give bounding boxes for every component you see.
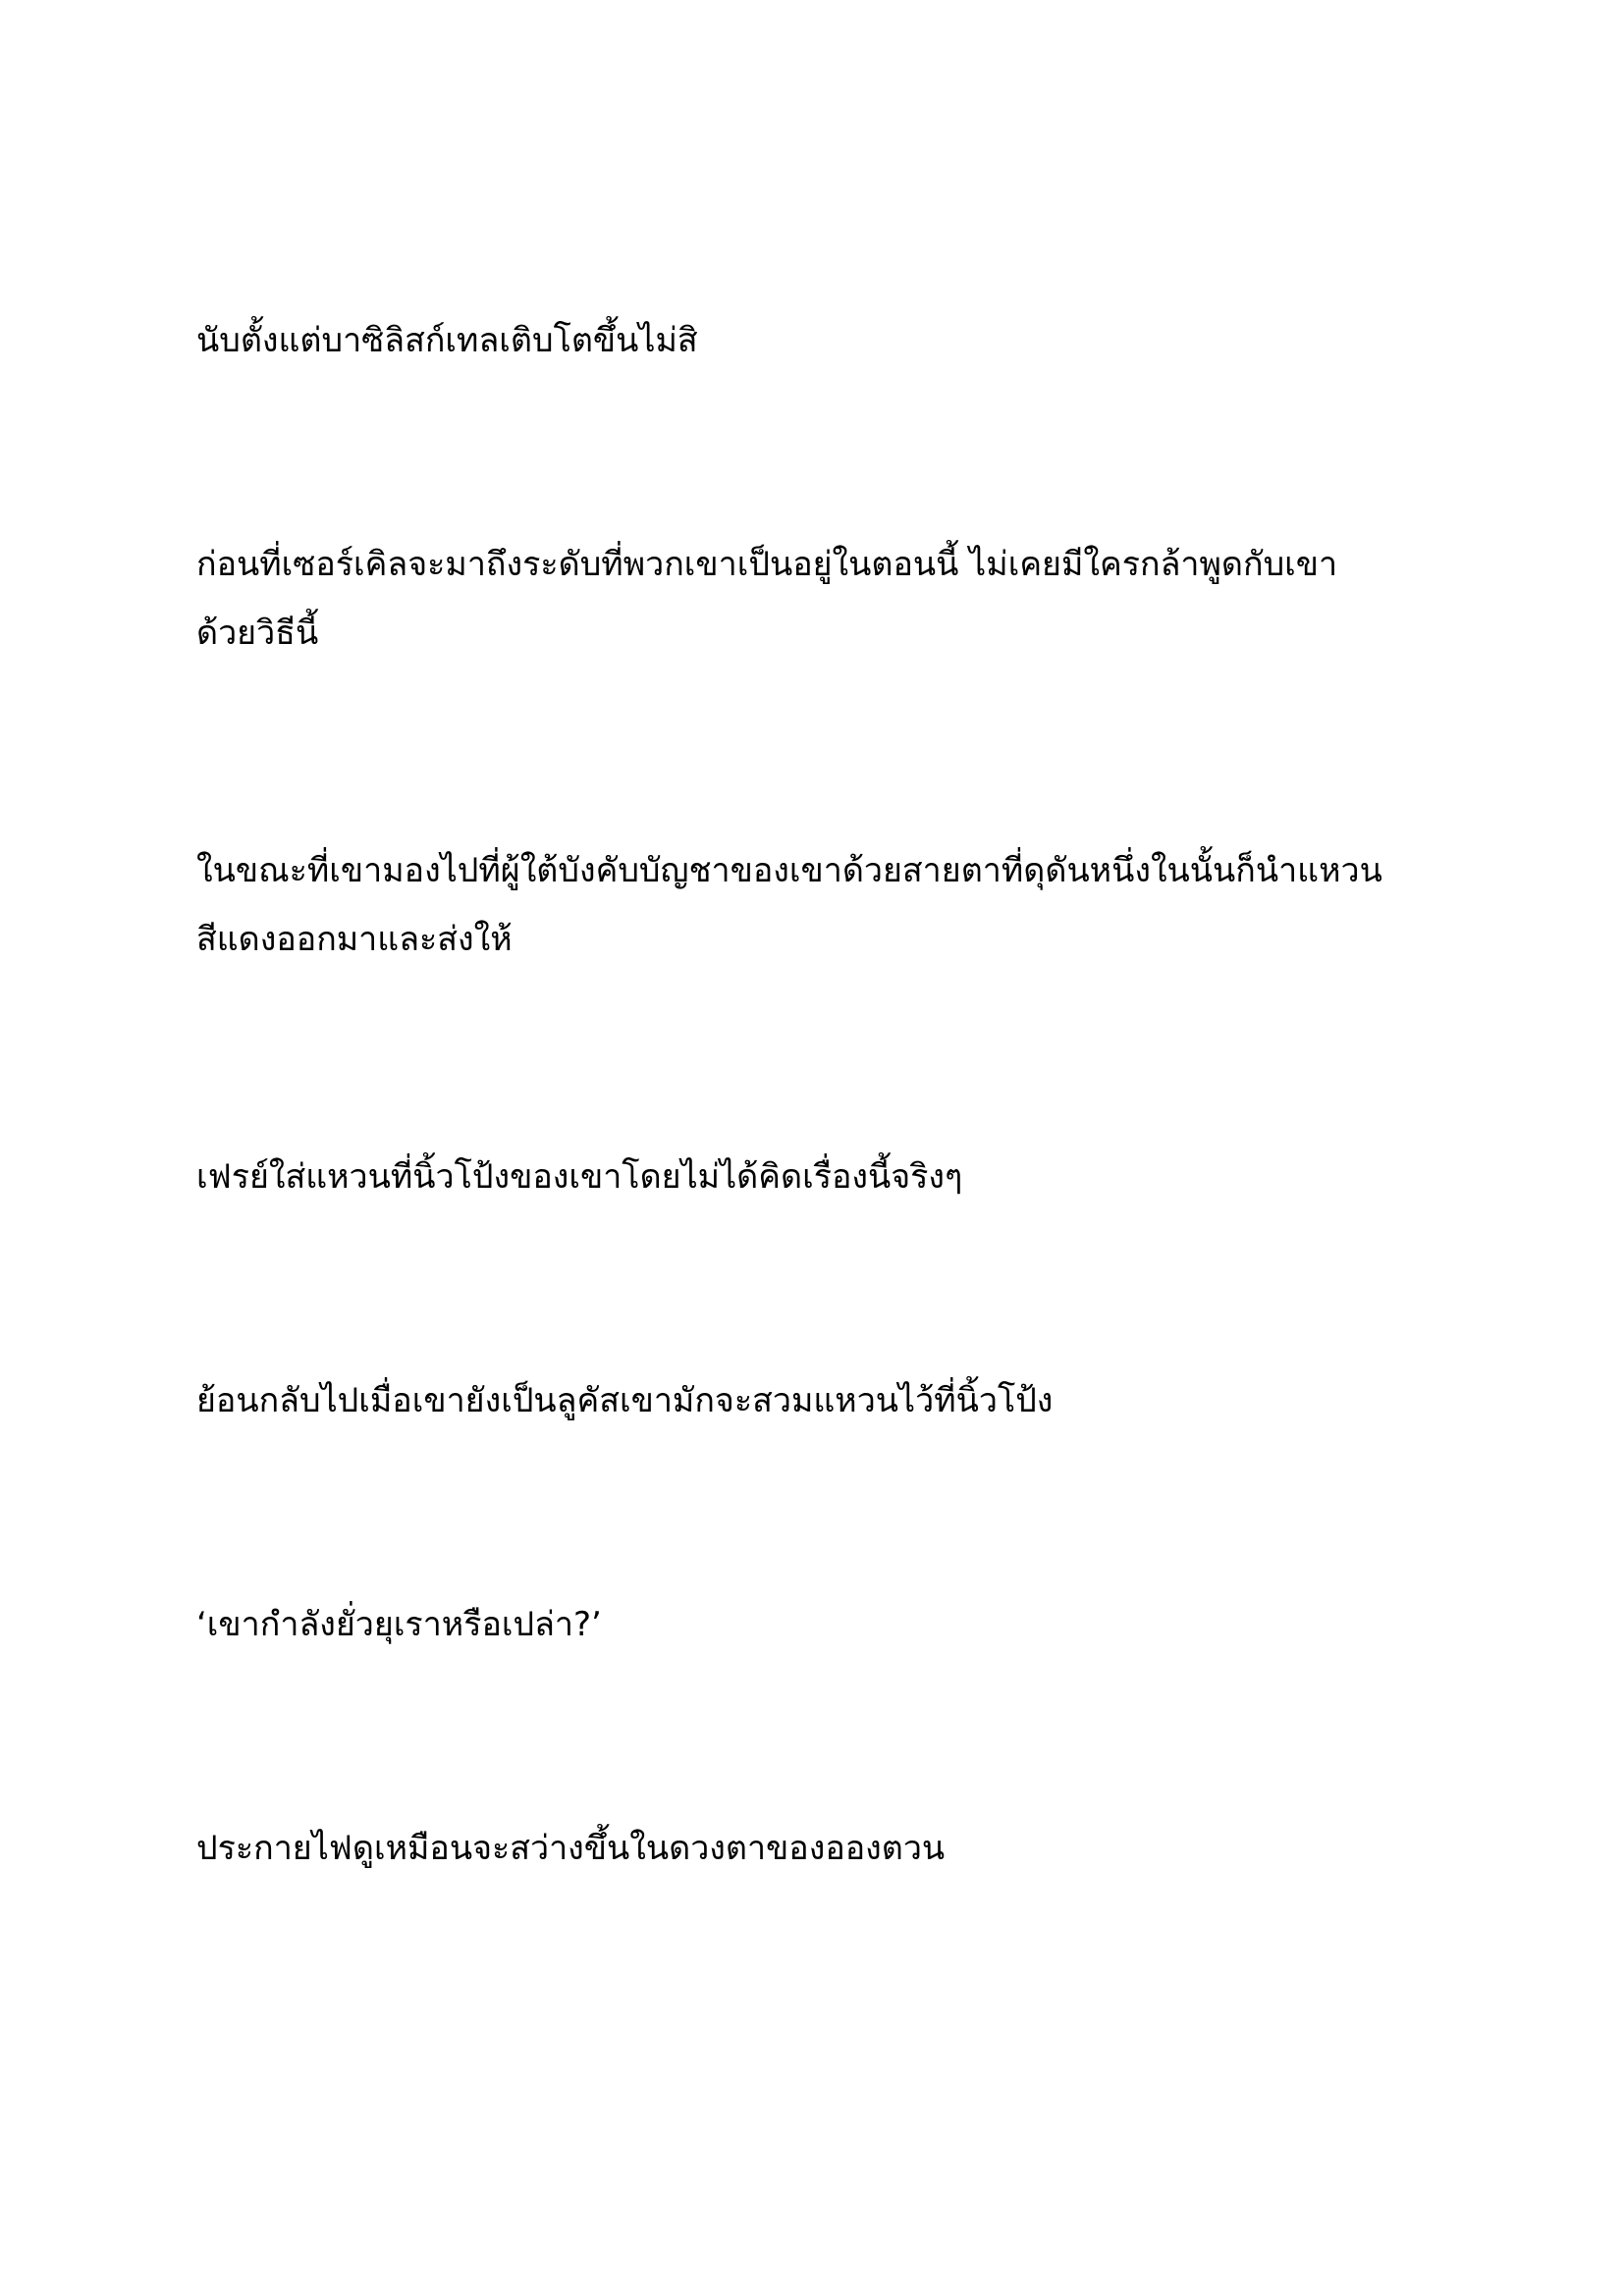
paragraph-7 — [196, 1814, 1443, 1883]
paragraph-2-line-1: ก่อนที่เซอร์เคิลจะมาถึงระดับที่พวกเขาเป็นอยู่ในตอนนี้ ไม่เคยมีใครกล้าพูดกับเขา — [196, 545, 1338, 584]
paragraph-1-line-1: นับตั้งแต่บาซิลิสก์เทลเติบโตขึ้นไม่สิ — [196, 321, 698, 360]
paragraph-4-line-1: เฟรย์ใส่แหวนที่นิ้วโป้งของเขาโดยไม่ได้คิดเรื่องนี้จริงๆ — [196, 1157, 963, 1197]
paragraph-1 — [196, 306, 1443, 375]
paragraph-6 — [196, 1590, 1443, 1659]
paragraph-5 — [196, 1366, 1443, 1435]
paragraph-3-line-1: ในขณะที่เขามองไปที่ผู้ใต้บังคับบัญชาของเขาด้วยสายตาที่ดุดันหนึ่งในนั้นก็นำแหวน — [196, 851, 1382, 890]
paragraph-7-line-1: ประกายไฟดูเหมือนจะสว่างขึ้นในดวงตาของอองตวน — [196, 1829, 946, 1868]
paragraph-3-line-2: สีแดงออกมาและส่งให้ — [196, 920, 513, 959]
paragraph-6-line-1: ‘เขากำลังยั่วยุเราหรือเปล่า?’ — [196, 1605, 602, 1644]
paragraph-4 — [196, 1143, 1443, 1211]
paragraph-2-line-2: ด้วยวิธีนี้ — [196, 614, 319, 653]
paragraph-2 — [196, 530, 1443, 667]
paragraph-5-line-1: ย้อนกลับไปเมื่อเขายังเป็นลูคัสเขามักจะสวมแหวนไว้ที่นิ้วโป้ง — [196, 1381, 1054, 1420]
paragraph-3 — [196, 836, 1443, 974]
